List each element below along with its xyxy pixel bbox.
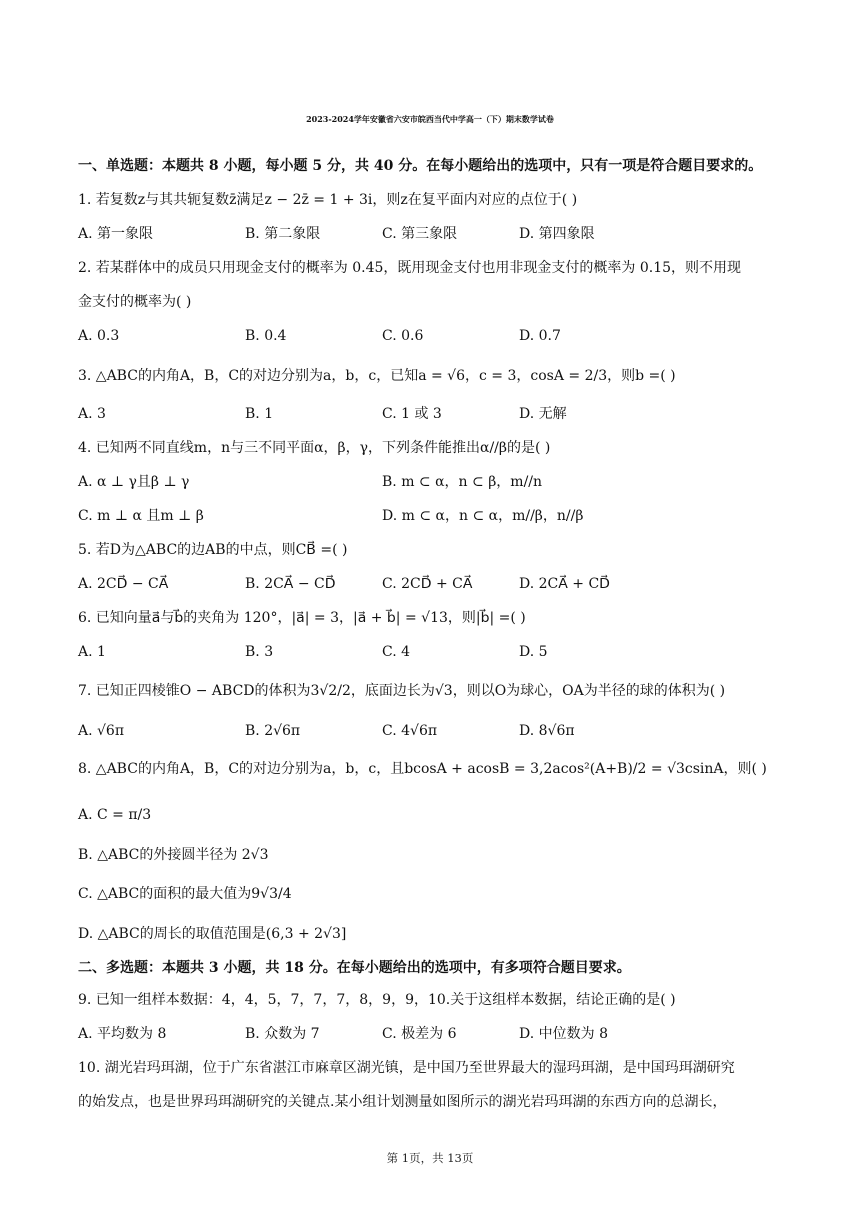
question-10-line1: 10. 湖光岩玛珥湖，位于广东省湛江市麻章区湖光镇，是中国乃至世界最大的湿玛珥湖，是中国玛珥湖研究 [78,1060,735,1076]
q9-option-d: D. 中位数为 8 [519,1026,608,1042]
q8-option-a: A. C = π/3 [78,807,152,823]
q5-option-c: C. 2CD⃗ + CA⃗ [382,576,473,592]
q2-option-a: A. 0.3 [78,328,120,344]
q3-option-d: D. 无解 [519,406,567,422]
q4-option-c: C. m ⊥ α 且m ⊥ β [78,508,204,524]
q7-option-a: A. √6π [78,723,125,739]
question-10-line2: 的始发点，也是世界玛珥湖研究的关键点.某小组计划测量如图所示的湖光岩玛珥湖的东西方向的总湖长， [78,1094,727,1110]
q7-option-d: D. 8√6π [519,723,575,739]
q9-option-c: C. 极差为 6 [382,1026,457,1042]
q6-option-c: C. 4 [382,644,411,660]
q5-option-b: B. 2CA⃗ − CD⃗ [245,576,336,592]
q1-option-a: A. 第一象限 [78,226,154,242]
page-title: 2023-2024学年安徽省六安市皖西当代中学高一（下）期末数学试卷 [306,114,554,124]
q2-option-c: C. 0.6 [382,328,424,344]
q4-option-b: B. m ⊂ α，n ⊂ β，m//n [382,474,543,490]
question-1-stem: 1. 若复数z与其共轭复数z̄满足z − 2z̄ = 1 + 3i，则z在复平面内对应的点位于( ) [78,192,578,208]
question-7-stem: 7. 已知正四棱锥O − ABCD的体积为3√2/2，底面边长为√3，则以O为球心，OA为半径的球的体积为( ) [78,683,726,699]
q6-option-a: A. 1 [78,644,106,660]
q8-option-d: D. △ABC的周长的取值范围是(6,3 + 2√3] [78,926,347,942]
q1-option-c: C. 第三象限 [382,226,458,242]
q8-option-c: C. △ABC的面积的最大值为9√3/4 [78,886,292,902]
q2-option-d: D. 0.7 [519,328,561,344]
question-5-stem: 5. 若D为△ABC的边AB的中点，则CB⃗ =( ) [78,542,348,558]
q7-option-b: B. 2√6π [245,723,301,739]
question-2-stem-line2: 金支付的概率为( ) [78,294,192,310]
question-8-stem: 8. △ABC的内角A，B，C的对边分别为a，b，c，且bcosA + acosB = 3,2acos²(A+B)/2 = √3csinA，则( ) [78,761,767,777]
q4-option-d: D. m ⊂ α，n ⊂ α，m//β，n//β [382,508,584,524]
q1-option-b: B. 第二象限 [245,226,321,242]
question-6-stem: 6. 已知向量a⃗与b⃗的夹角为 120°，|a⃗| = 3，|a⃗ + b⃗| = √13，则|b⃗| =( ) [78,610,526,626]
q9-option-b: B. 众数为 7 [245,1026,320,1042]
q9-option-a: A. 平均数为 8 [78,1026,167,1042]
page-footer: 第 1页，共 13页 [386,1151,474,1165]
q5-option-a: A. 2CD⃗ − CA⃗ [78,576,169,592]
q1-option-d: D. 第四象限 [519,226,595,242]
section-heading-multi-choice: 二、多选题：本题共 3 小题，共 18 分。在每小题给出的选项中，有多项符合题目要求。 [78,960,631,976]
question-9-stem: 9. 已知一组样本数据：4，4，5，7，7，7，8，9，9，10.关于这组样本数据，结论正确的是( ) [78,992,676,1008]
q3-option-c: C. 1 或 3 [382,406,442,422]
q6-option-d: D. 5 [519,644,548,660]
q7-option-c: C. 4√6π [382,723,438,739]
q2-option-b: B. 0.4 [245,328,287,344]
q3-option-a: A. 3 [78,406,106,422]
q6-option-b: B. 3 [245,644,274,660]
q8-option-b: B. △ABC的外接圆半径为 2√3 [78,847,269,863]
q3-option-b: B. 1 [245,406,274,422]
question-4-stem: 4. 已知两不同直线m，n与三不同平面α，β，γ，下列条件能推出α//β的是( ) [78,440,551,456]
section-heading-single-choice: 一、单选题：本题共 8 小题，每小题 5 分，共 40 分。在每小题给出的选项中，只有一项是符合题目要求的。 [78,158,763,174]
q4-option-a: A. α ⊥ γ且β ⊥ γ [78,474,190,490]
question-2-stem-line1: 2. 若某群体中的成员只用现金支付的概率为 0.45，既用现金支付也用非现金支付的概率为 0.15，则不用现 [78,260,742,276]
q5-option-d: D. 2CA⃗ + CD⃗ [519,576,610,592]
question-3-stem: 3. △ABC的内角A，B，C的对边分别为a，b，c，已知a = √6，c = 3，cosA = 2/3，则b =( ) [78,368,676,384]
